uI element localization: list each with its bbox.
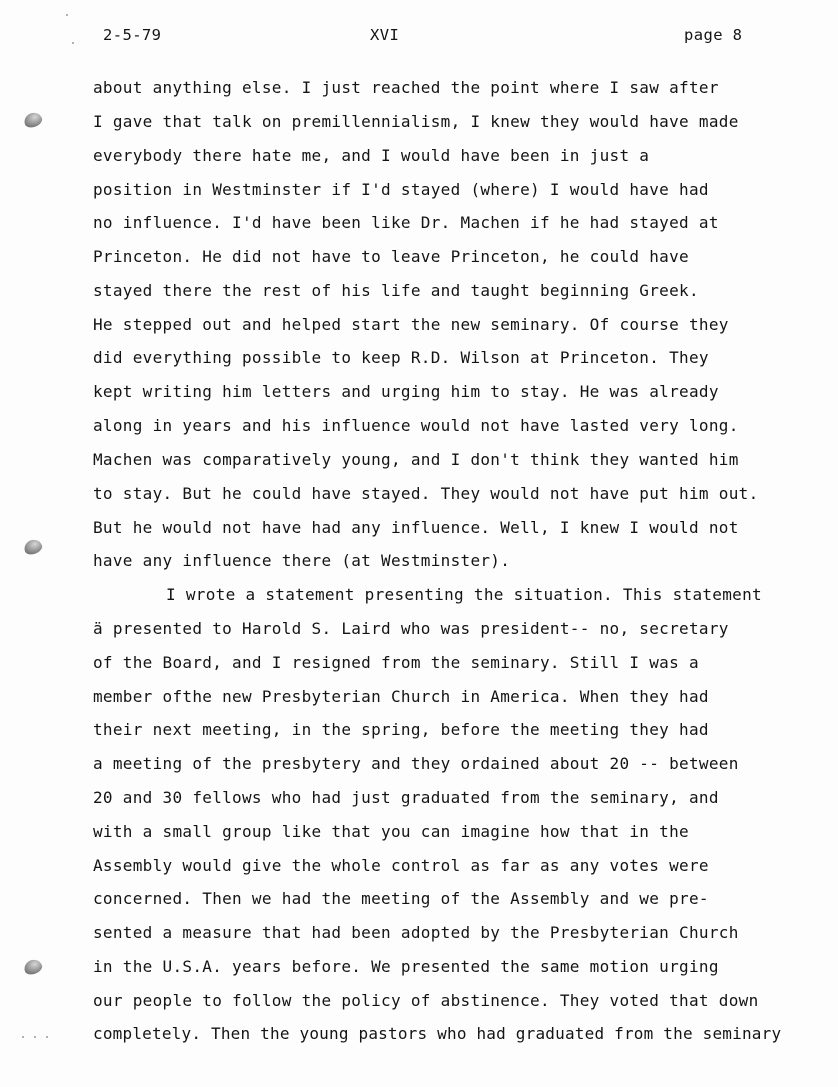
text-line: 20 and 30 fellows who had just graduated from the seminary, and (93, 788, 719, 807)
text-line: about anything else. I just reached the point where I saw after (93, 78, 719, 97)
text-line: a meeting of the presbytery and they ordained about 20 -- between (93, 754, 739, 773)
header-page-number: page 8 (684, 26, 743, 44)
text-line: along in years and his influence would not have lasted very long. (93, 416, 739, 435)
text-line: in the U.S.A. years before. We presented the same motion urging (93, 957, 719, 976)
text-line: position in Westminster if I'd stayed (where) I would have had (93, 180, 709, 199)
text-line: their next meeting, in the spring, before the meeting they had (93, 720, 709, 739)
text-line: member ofthe new Presbyterian Church in America. When they had (93, 687, 709, 706)
text-line: kept writing him letters and urging him to stay. He was already (93, 382, 719, 401)
text-line: our people to follow the policy of abstinence. They voted that down (93, 991, 759, 1010)
header-date: 2-5-79 (103, 26, 162, 44)
text-line: sented a measure that had been adopted by the Presbyterian Church (93, 923, 739, 942)
text-line: have any influence there (at Westminster). (93, 551, 511, 570)
text-line: no influence. I'd have been like Dr. Machen if he had stayed at (93, 213, 719, 232)
scan-speck (46, 1036, 48, 1038)
header-section-number: XVI (370, 26, 400, 44)
text-line: I gave that talk on premillennialism, I knew they would have made (93, 112, 739, 131)
text-line: completely. Then the young pastors who had graduated from the seminary (93, 1024, 782, 1043)
text-line: stayed there the rest of his life and taught beginning Greek. (93, 281, 699, 300)
scan-speck (34, 1036, 36, 1038)
text-line: But he would not have had any influence. Well, I knew I would not (93, 518, 739, 537)
text-line: He stepped out and helped start the new seminary. Of course they (93, 315, 729, 334)
text-line: concerned. Then we had the meeting of the Assembly and we pre- (93, 889, 709, 908)
text-line: ä presented to Harold S. Laird who was president-- no, secretary (93, 619, 729, 638)
scan-speck (22, 1036, 24, 1038)
hole-punch-mark (22, 957, 44, 976)
scan-speck (72, 42, 74, 44)
text-line: Princeton. He did not have to leave Princeton, he could have (93, 247, 689, 266)
text-line: Assembly would give the whole control as far as any votes were (93, 856, 709, 875)
hole-punch-mark (22, 110, 44, 129)
scan-speck (66, 14, 68, 16)
text-line: Machen was comparatively young, and I don't think they wanted him (93, 450, 739, 469)
text-line: to stay. But he could have stayed. They would not have put him out. (93, 484, 759, 503)
text-line: of the Board, and I resigned from the seminary. Still I was a (93, 653, 699, 672)
text-line: did everything possible to keep R.D. Wilson at Princeton. They (93, 348, 709, 367)
text-line: with a small group like that you can imagine how that in the (93, 822, 689, 841)
paragraph-start-line: I wrote a statement presenting the situation. This statement (166, 585, 762, 604)
text-line: everybody there hate me, and I would have been in just a (93, 146, 650, 165)
hole-punch-mark (22, 537, 44, 556)
